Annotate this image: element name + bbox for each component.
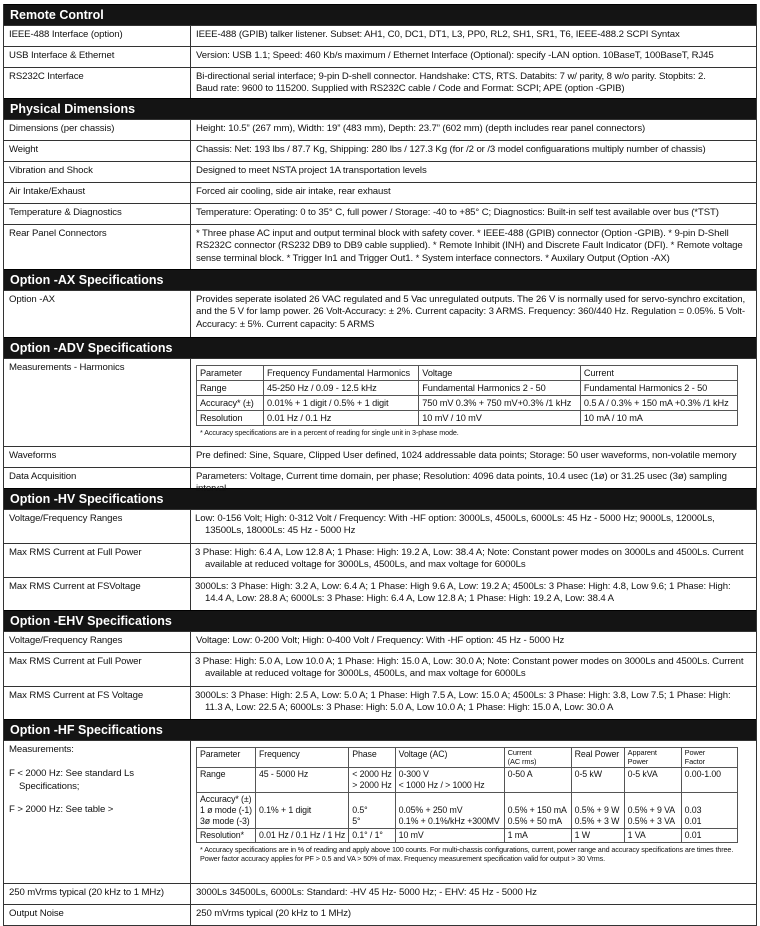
section-header-option-hv: Option -HV Specifications xyxy=(4,488,756,509)
section-header-option-ax: Option -AX Specifications xyxy=(4,269,756,290)
table-cell: 0.1° / 1° xyxy=(349,829,395,843)
spec-value: 3000Ls: 3 Phase: High: 2.5 A, Low: 5.0 A; 1 Phase: High 7.5 A, Low: 15.0 A; 4500Ls: 3 Phase: High: 3.8, Low 7.5; 1 Phase: High: 11.3 A, Low: 22.5 A; 6000Ls: 3 Phase: High: 5.0 A, Low 10.0 A; 1 Phase: High: 15.0 A, Low: 30.0 A xyxy=(195,690,731,714)
spec-label: Voltage/Frequency Ranges xyxy=(4,632,191,652)
table-header-cell xyxy=(681,748,737,768)
cell-line: < 2000 Hz xyxy=(352,769,392,780)
table-cell xyxy=(349,768,395,793)
spec-label: Weight xyxy=(4,141,191,161)
spec-value: 3 Phase: High: 5.0 A, Low 10.0 A; 1 Phase: High: 15.0 A, Low: 30.0 A; Note: Constant power modes on 3000Ls and 4500Ls. Current available at reduced voltage for 3000Ls, 4500Ls, and max voltage for 6000Ls xyxy=(195,656,744,680)
table-row xyxy=(197,793,738,829)
table-header-cell: Voltage xyxy=(419,366,581,381)
table-cell: 0.5 A / 0.3% + 150 mA +0.3% /1 kHz xyxy=(580,396,737,411)
spec-row xyxy=(4,182,756,203)
spec-value: Voltage: Low: 0-200 Volt; High: 0-400 Volt / Frequency: With -HF option: 45 Hz - 5000 Hz xyxy=(196,635,565,646)
spec-label: IEEE-488 Interface (option) xyxy=(4,26,191,46)
harmonics-table xyxy=(196,365,738,426)
table-cell: 0.01 xyxy=(681,829,737,843)
spec-label: USB Interface & Ethernet xyxy=(4,47,191,67)
spec-label: Max RMS Current at Full Power xyxy=(4,653,191,686)
spec-label: Dimensions (per chassis) xyxy=(4,120,191,140)
spec-value: Parameters: Voltage, Current time domain, per phase; Resolution: 4096 data points, 10.4 usec (1ø) or 31.25 usec (3ø) sampling interval xyxy=(196,471,727,495)
spec-label: Max RMS Current at Full Power xyxy=(4,544,191,577)
section-header-option-hf: Option -HF Specifications xyxy=(4,719,756,740)
table-header-cell: Current xyxy=(580,366,737,381)
spec-label-line: F > 2000 Hz: See table > xyxy=(9,804,114,816)
section-header-option-ehv: Option -EHV Specifications xyxy=(4,610,756,631)
spec-sheet xyxy=(3,4,757,926)
header-line: Apparent xyxy=(627,748,657,757)
table-header-cell: Frequency Fundamental Harmonics xyxy=(264,366,419,381)
table-footnote: * Accuracy specifications are in % of reading and apply above 100 counts. For multi-chassis configurations, current, power range and accuracy specifications are times three. Power factor accuracy applies for PF > 0.5 and VA > 50% of max. Frequency measurement specification valid for output > 30 Vrms. xyxy=(200,845,734,864)
spec-value-line: Baud rate: 9600 to 115200. Supplied with RS232C cable / Code and Format: SCPI; APE (option -GPIB) xyxy=(196,83,625,95)
spec-value: Version: USB 1.1; Speed: 460 Kb/s maximum / Ethernet Interface (Optional): specify -LAN option. 10BaseT, 100BaseT, RJ45 xyxy=(196,50,714,61)
table-header-cell: Real Power xyxy=(571,748,624,768)
spec-row xyxy=(4,290,756,337)
spec-value xyxy=(191,359,756,446)
table-cell: 0.01 Hz / 0.1 Hz xyxy=(264,411,419,426)
spec-row xyxy=(4,904,756,926)
spec-value: 3000Ls 34500Ls, 6000Ls: Standard: -HV 45 Hz- 5000 Hz; - EHV: 45 Hz - 5000 Hz xyxy=(196,887,537,898)
spec-row xyxy=(4,652,756,686)
spec-label: Voltage/Frequency Ranges xyxy=(4,510,191,543)
table-cell: 1 W xyxy=(571,829,624,843)
spec-row xyxy=(4,577,756,610)
cell-line: 0.5% + 3 W xyxy=(574,816,620,827)
spec-row xyxy=(4,446,756,467)
spec-value: 3000Ls: 3 Phase: High: 3.2 A, Low: 6.4 A; 1 Phase: High 9.6 A, Low: 19.2 A; 4500Ls: 3 Phase: High: 4.8, Low 9.6; 1 Phase: High: 14.4 A, Low: 28.8 A; 6000Ls: 3 Phase: High: 6.4 A, Low 12.8 A; 1 Phase: High: 19.2 A, Low: 38.4 A xyxy=(195,581,731,605)
spec-label: 250 mVrms typical (20 kHz to 1 MHz) xyxy=(4,884,191,904)
table-header-cell: Phase xyxy=(349,748,395,768)
cell-line: 0.5% + 50 mA xyxy=(507,816,562,827)
spec-label: Output Noise xyxy=(4,905,191,925)
table-cell xyxy=(395,768,504,793)
table-row xyxy=(197,396,738,411)
table-cell: 750 mV 0.3% + 750 mV+0.3% /1 kHz xyxy=(419,396,581,411)
spec-row xyxy=(4,25,756,46)
spec-value xyxy=(191,741,756,883)
cell-line: 1 ø mode (-1) xyxy=(200,805,252,816)
table-cell: Resolution xyxy=(197,411,264,426)
spec-label: Rear Panel Connectors xyxy=(4,225,191,269)
spec-row xyxy=(4,883,756,904)
spec-value: Chassis: Net: 193 lbs / 87.7 Kg, Shipping: 280 lbs / 127.3 Kg (for /2 or /3 model configuarations multiply number of chassis) xyxy=(196,144,706,155)
spec-label: Max RMS Current at FSVoltage xyxy=(4,578,191,610)
table-row xyxy=(197,411,738,426)
table-cell: Accuracy* (±) xyxy=(197,396,264,411)
header-line: Factor xyxy=(684,756,706,766)
cell-line: 0.5% + 9 W xyxy=(574,805,620,816)
cell-line: 0.03 xyxy=(684,805,702,816)
table-cell: 45-250 Hz / 0.09 - 12.5 kHz xyxy=(264,381,419,396)
spec-value: Forced air cooling, side air intake, rear exhaust xyxy=(196,186,391,197)
table-cell xyxy=(624,793,681,829)
spec-label: Option -AX xyxy=(4,291,191,337)
cell-line: 5° xyxy=(352,816,361,827)
spec-label: Data Acquisition xyxy=(4,468,191,488)
header-line: (AC rms) xyxy=(507,756,537,766)
spec-label xyxy=(4,741,191,883)
spec-row xyxy=(4,224,756,269)
spec-value: Designed to meet NSTA project 1A transportation levels xyxy=(196,165,427,176)
table-cell: 0.01% + 1 digit / 0.5% + 1 digit xyxy=(264,396,419,411)
table-cell: Range xyxy=(197,381,264,396)
table-cell xyxy=(349,793,395,829)
table-cell: 10 mV / 10 mV xyxy=(419,411,581,426)
spec-value: IEEE-488 (GPIB) talker listener. Subset: AH1, C0, DC1, DT1, L3, PP0, RL2, SH1, SR1, T6, IEEE-488.2 SCPI Syntax xyxy=(196,29,680,40)
table-cell: 1 VA xyxy=(624,829,681,843)
spec-row xyxy=(4,740,756,883)
spec-value: * Three phase AC input and output terminal block with safety cover. * IEEE-488 (GPIB) connector (Option -GPIB). * 9-pin D-Shell RS232C connector (RS232 DB9 to DB9 cable supplied). * Remote Inhibit (INH) and Discrete Fault Indicator (DFI). * Remote voltage sense terminal block. * Trigger In1 and Trigger Out1. * System interface connectors. * Auxilary Output (Option -AX) xyxy=(196,228,743,264)
spec-value: Height: 10.5” (267 mm), Width: 19” (483 mm), Depth: 23.7” (602 mm) (depth includes rear panel connectors) xyxy=(196,123,646,134)
cell-line: < 1000 Hz / > 1000 Hz xyxy=(398,780,485,791)
cell-line: 0.1% + 1 digit xyxy=(259,805,312,816)
table-cell: Fundamental Harmonics 2 - 50 xyxy=(419,381,581,396)
spec-value: Low: 0-156 Volt; High: 0-312 Volt / Frequency: With -HF option: 3000Ls, 4500Ls, 6000Ls: 45 Hz - 5000 Hz; 9000Ls, 12000Ls, 13500Ls, 18000Ls: 45 Hz - 5000 Hz xyxy=(195,513,715,537)
table-cell: 0.00-1.00 xyxy=(681,768,737,793)
table-cell: 0-5 kW xyxy=(571,768,624,793)
spec-value: Pre defined: Sine, Square, Clipped User defined, 1024 addressable data points; Storage: 50 user waveforms, non-volatile memory xyxy=(196,450,737,461)
spec-value: 250 mVrms typical (20 kHz to 1 MHz) xyxy=(196,908,352,919)
spec-row xyxy=(4,686,756,719)
cell-line: 3ø mode (-3) xyxy=(200,816,250,827)
cell-line: 0.1% + 0.1%/kHz +300MV xyxy=(398,816,500,827)
spec-row xyxy=(4,203,756,224)
spec-label-line: Measurements: xyxy=(9,744,74,755)
table-cell xyxy=(197,793,256,829)
table-header-cell: Frequency xyxy=(256,748,349,768)
table-cell xyxy=(395,793,504,829)
table-footnote: * Accuracy specifications are in a percent of reading for single unit in 3-phase mode. xyxy=(200,428,459,437)
header-line: Power xyxy=(627,756,649,766)
spec-row xyxy=(4,631,756,652)
spec-row xyxy=(4,509,756,543)
table-cell: 0-50 A xyxy=(504,768,571,793)
spec-row xyxy=(4,67,756,98)
table-cell: 1 mA xyxy=(504,829,571,843)
table-cell: 10 mV xyxy=(395,829,504,843)
section-header-remote-control: Remote Control xyxy=(4,4,756,25)
table-cell: 0.01 Hz / 0.1 Hz / 1 Hz xyxy=(256,829,349,843)
cell-line: 0-300 V xyxy=(398,769,429,780)
spec-row xyxy=(4,46,756,67)
spec-label: Temperature & Diagnostics xyxy=(4,204,191,224)
table-header-row xyxy=(197,748,738,768)
cell-line: 0.5% + 3 VA xyxy=(627,816,676,827)
table-header-cell: Parameter xyxy=(197,366,264,381)
spec-label: Waveforms xyxy=(4,447,191,467)
spec-label: Measurements - Harmonics xyxy=(4,359,191,446)
spec-value: Provides seperate isolated 26 VAC regulated and 5 Vac unregulated outputs. The 26 V is normally used for servo-synchro excitation, and the 5 V for lamp power. 26 Volt-Accuracy: ± 2%. Current capacity: 3 ARMS. Frequency: 360/440 Hz. Regulation = 0.05%. 5 Volt-Accuracy: ± 5%. Current capacity: 5 ARMS xyxy=(196,294,746,330)
table-cell: 10 mA / 10 mA xyxy=(580,411,737,426)
table-header-cell xyxy=(624,748,681,768)
spec-row xyxy=(4,467,756,495)
spec-row xyxy=(4,358,756,446)
table-row xyxy=(197,829,738,843)
spec-value xyxy=(191,68,756,98)
spec-value-line: Bi-directional serial interface; 9-pin D-shell connector. Handshake: CTS, RTS. Databits: 7 w/ parity, 8 w/o parity. Stopbits: 2. xyxy=(196,71,706,82)
spec-row xyxy=(4,140,756,161)
table-header-cell: Voltage (AC) xyxy=(395,748,504,768)
cell-line: 0.5° xyxy=(352,805,368,816)
spec-row xyxy=(4,161,756,182)
spec-label: Vibration and Shock xyxy=(4,162,191,182)
section-header-physical-dimensions: Physical Dimensions xyxy=(4,98,756,119)
spec-label: RS232C Interface xyxy=(4,68,191,98)
section-header-option-adv: Option -ADV Specifications xyxy=(4,337,756,358)
table-header-row xyxy=(197,366,738,381)
table-cell xyxy=(681,793,737,829)
cell-line: Accuracy* (±) xyxy=(200,794,252,805)
hf-measurement-table xyxy=(196,747,738,843)
table-cell xyxy=(571,793,624,829)
table-row xyxy=(197,768,738,793)
header-line: Current xyxy=(507,748,532,757)
spec-value: Temperature: Operating: 0 to 35° C, full power / Storage: -40 to +85° C; Diagnostics: Built-in self test available over bus (*TST) xyxy=(196,207,719,218)
table-cell: Fundamental Harmonics 2 - 50 xyxy=(580,381,737,396)
table-header-cell: Parameter xyxy=(197,748,256,768)
spec-label: Max RMS Current at FS Voltage xyxy=(4,687,191,719)
table-row xyxy=(197,381,738,396)
table-cell: Range xyxy=(197,768,256,793)
table-cell xyxy=(256,793,349,829)
table-header-cell xyxy=(504,748,571,768)
table-cell: 45 - 5000 Hz xyxy=(256,768,349,793)
spec-label-line: F < 2000 Hz: See standard Ls Specifications; xyxy=(9,768,134,792)
cell-line: 0.01 xyxy=(684,816,702,827)
spec-row xyxy=(4,543,756,577)
table-cell: Resolution* xyxy=(197,829,256,843)
table-cell xyxy=(504,793,571,829)
cell-line: 0.05% + 250 mV xyxy=(398,805,463,816)
spec-label: Air Intake/Exhaust xyxy=(4,183,191,203)
header-line: Power xyxy=(684,748,706,757)
cell-line: > 2000 Hz xyxy=(352,780,392,791)
cell-line: 0.5% + 9 VA xyxy=(627,805,676,816)
table-cell: 0-5 kVA xyxy=(624,768,681,793)
cell-line: 0.5% + 150 mA xyxy=(507,805,567,816)
spec-value: 3 Phase: High: 6.4 A, Low 12.8 A; 1 Phase: High: 19.2 A, Low: 38.4 A; Note: Constant power modes on 3000Ls and 4500Ls. Current available at reduced voltage for 3000Ls, 4500Ls, and max voltage for 6000Ls xyxy=(195,547,744,571)
spec-row xyxy=(4,119,756,140)
